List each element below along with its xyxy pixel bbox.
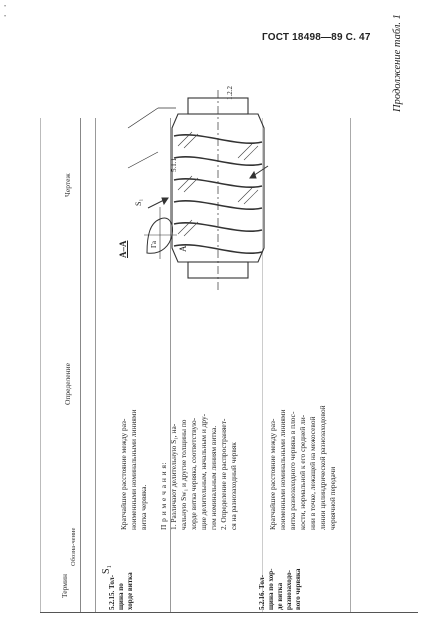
col-header-drawing: Чертеж (63, 173, 72, 197)
col-header-term: Термин (60, 573, 69, 598)
row2-term: 5.2.16. Тол- щина по хор- де витка разнозаходо- вого червяка (258, 568, 302, 610)
label-a: А (178, 245, 188, 252)
thread-3 (174, 179, 262, 187)
scan-mark: • (4, 4, 7, 10)
table-bottom-border (40, 612, 418, 613)
page-header: ГОСТ 18498—89 С. 47 (262, 32, 371, 43)
scan-mark: • (4, 14, 7, 20)
col-divider-term (80, 118, 81, 612)
section-detail (142, 205, 180, 260)
col-divider-symbol (95, 118, 96, 612)
col-header-symbol: Обозна-чение (70, 527, 77, 566)
label-s1: S₁ (134, 198, 143, 206)
label-ga: Га (150, 241, 158, 248)
worm-drawing (118, 88, 280, 303)
col-divider-left (40, 118, 41, 612)
row2-definition: Кратчайшее расстояние между раз- ноименными номинальными линиями витка разнозаходного червяка в плос- кости, нормальной к его средней ли- нии в точке, лежащей на межосевой линии цилиндрической разнозаходовой червячной передачи (268, 405, 337, 530)
label-511: 5.1.1 (170, 158, 178, 172)
row1-symbol: S₁ (101, 564, 112, 574)
section-arrow-head (162, 198, 168, 204)
section-title: А–А (118, 240, 128, 258)
continuation-label: Продолжение табл. 1 (392, 14, 403, 112)
col-header-definition: Определение (63, 363, 72, 405)
row1-term: 5.2.15. Тол- щина по хорде витка (108, 572, 134, 610)
row1-definition: Кратчайшее расстояние между раз- ноименными номинальными линиями витка червяка. П р и м е ч а н и я: 1. Различают делительную S₁, на- чальную Sw₁ и другие толщины по хорде витка червяка, соответствую- щие делительным, начальным и дру- гим номинальным линиям витка. 2. Определение не распространяет- ся на разнозаходный червяк (119, 409, 238, 530)
label-122: 1.2.2 (226, 86, 234, 100)
col-divider-drawing (350, 118, 351, 612)
